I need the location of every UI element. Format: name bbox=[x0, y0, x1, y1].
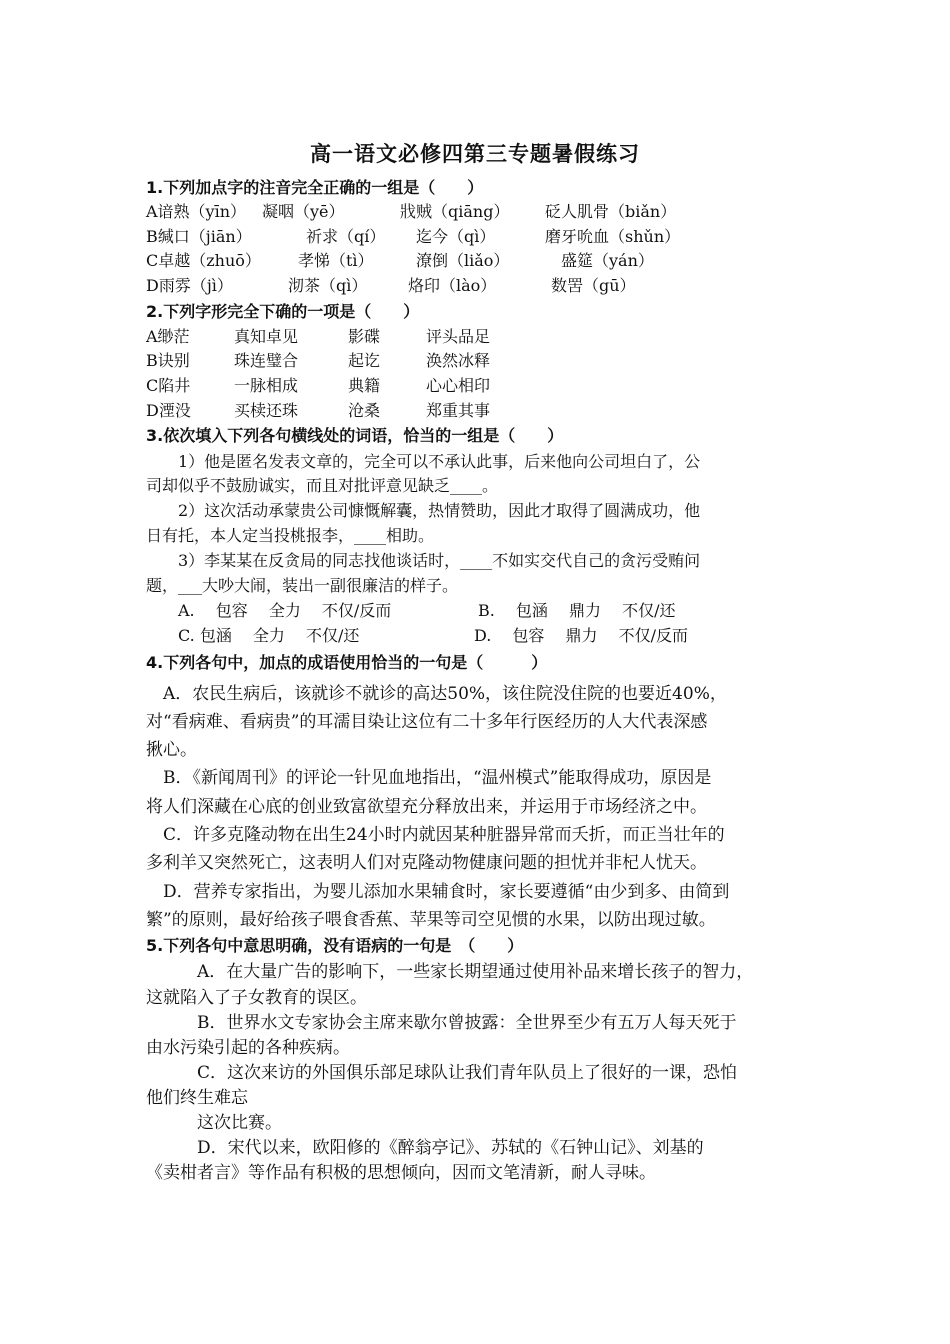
q1-c-4: 盛筵（yán） bbox=[561, 251, 654, 270]
q4-line: C．许多克隆动物在出生24小时内就因某种脏器异常而夭折，而正当壮年的 bbox=[146, 825, 725, 845]
q1-b-2: 祈求（qí） bbox=[306, 227, 386, 246]
q5-line: 这就陷入了子女教育的误区。 bbox=[146, 988, 367, 1008]
q2-a-2: 真知卓见 bbox=[234, 327, 299, 346]
q5-line: 《卖柑者言》等作品有积极的思想倾向，因而文笔清新，耐人寻味。 bbox=[146, 1163, 656, 1183]
q4-line: A．农民生病后，该就诊不就诊的高达50%，该住院没住院的也要近40%， bbox=[146, 684, 727, 704]
q5-line: 由水污染引起的各种疾病。 bbox=[146, 1038, 350, 1058]
q1-a-3: 戕贼（qiāng） bbox=[400, 202, 510, 221]
q4-line: 繁”的原则，最好给孩子喂食香蕉、苹果等司空见惯的水果，以防出现过敏。 bbox=[146, 910, 716, 930]
q1-c-1: C卓越（zhuō） bbox=[146, 251, 261, 270]
q2-b-4: 涣然冰释 bbox=[426, 351, 491, 370]
q1-c-3: 潦倒（liǎo） bbox=[416, 251, 510, 270]
q1-a-4: 砭人肌骨（biǎn） bbox=[545, 202, 677, 221]
q2-a-4: 评头品足 bbox=[426, 327, 491, 346]
q5-line: C．这次来访的外国俱乐部足球队让我们青年队员上了很好的一课，恐怕 bbox=[146, 1063, 738, 1083]
q1-b-4: 磨牙吮血（shǔn） bbox=[545, 227, 681, 246]
q2-c-1: C陷井 bbox=[146, 376, 191, 395]
question-2-stem: 2.下列字形完全下确的一项是（ ） bbox=[146, 302, 420, 321]
q1-d-3: 烙印（lào） bbox=[408, 276, 497, 295]
q3-line: 1）他是匿名发表文章的，完全可以不承认此事，后来他向公司坦白了，公 bbox=[146, 452, 701, 471]
q2-d-4: 郑重其事 bbox=[426, 401, 491, 420]
q3-line: 3）李某某在反贪局的同志找他谈话时，____不如实交代自己的贪污受贿问 bbox=[146, 551, 701, 570]
question-5-stem: 5.下列各句中意思明确，没有语病的一句是 （ ） bbox=[146, 936, 524, 955]
page-title: 高一语文必修四第三专题暑假练习 bbox=[310, 142, 640, 166]
q2-c-3: 典籍 bbox=[348, 376, 381, 395]
q3-line: 题，___大吵大闹，装出一副很廉洁的样子。 bbox=[146, 576, 459, 595]
q1-a-2: 凝咽（yē） bbox=[262, 202, 345, 221]
q3-option-d: D. 包容 鼎力 不仅/反而 bbox=[474, 626, 688, 645]
q2-a-3: 影碟 bbox=[348, 327, 381, 346]
q4-line: D．营养专家指出，为婴儿添加水果辅食时，家长要遵循“由少到多、由简到 bbox=[146, 882, 730, 902]
q4-line: 多利羊又突然死亡，这表明人们对克隆动物健康问题的担忧并非杞人忧天。 bbox=[146, 853, 707, 873]
q2-b-2: 珠连璧合 bbox=[234, 351, 299, 370]
q1-d-1: D雨雰（jì） bbox=[146, 276, 233, 295]
q1-a-1: A谙熟（yīn） bbox=[146, 202, 247, 221]
q3-line: 司却似乎不鼓励诚实，而且对批评意见缺乏____。 bbox=[146, 476, 499, 495]
q5-line: 他们终生难忘 bbox=[146, 1088, 248, 1108]
q2-b-3: 起讫 bbox=[348, 351, 381, 370]
question-4-stem: 4.下列各句中，加点的成语使用恰当的一句是（ ） bbox=[146, 653, 548, 672]
q2-b-1: B诀别 bbox=[146, 351, 190, 370]
q4-line: B．《新闻周刊》的评论一针见血地指出，“温州模式”能取得成功，原因是 bbox=[146, 768, 712, 788]
q1-b-1: B缄口（jiān） bbox=[146, 227, 252, 246]
q1-c-2: 孝悌（tì） bbox=[298, 251, 374, 270]
question-1-stem: 1.下列加点字的注音完全正确的一组是（ ） bbox=[146, 178, 484, 197]
q3-option-b: B. 包涵 鼎力 不仅/还 bbox=[478, 601, 676, 620]
q2-d-1: D湮没 bbox=[146, 401, 191, 420]
q3-option-c: C. 包涵 全力 不仅/还 bbox=[146, 626, 360, 645]
q1-b-3: 迄今（qì） bbox=[416, 227, 496, 246]
q5-line: 这次比赛。 bbox=[146, 1113, 282, 1133]
q5-line: B．世界水文专家协会主席来歇尔曾披露：全世界至少有五万人每天死于 bbox=[146, 1013, 737, 1033]
q1-d-2: 沏茶（qì） bbox=[288, 276, 368, 295]
q5-line: D．宋代以来，欧阳修的《醉翁亭记》、苏轼的《石钟山记》、刘基的 bbox=[146, 1138, 704, 1158]
q2-d-3: 沧桑 bbox=[348, 401, 381, 420]
q3-line: 2）这次活动承蒙贵公司慷慨解囊，热情赞助，因此才取得了圆满成功，他 bbox=[146, 501, 701, 520]
q2-c-2: 一脉相成 bbox=[234, 376, 299, 395]
q2-d-2: 买椟还珠 bbox=[234, 401, 299, 420]
q1-d-4: 数罟（gū） bbox=[551, 276, 636, 295]
q2-c-4: 心心相印 bbox=[426, 376, 491, 395]
q3-option-a: A. 包容 全力 不仅/反而 bbox=[146, 601, 392, 620]
q4-line: 揪心。 bbox=[146, 740, 197, 760]
question-3-stem: 3.依次填入下列各句横线处的词语，恰当的一组是（ ） bbox=[146, 426, 564, 445]
q2-a-1: A缈茫 bbox=[146, 327, 190, 346]
q3-line: 日有托，本人定当投桃报李，____相助。 bbox=[146, 526, 435, 545]
q5-line: A．在大量广告的影响下，一些家长期望通过使用补品来增长孩子的智力， bbox=[146, 962, 754, 982]
q4-line: 对“看病难、看病贵”的耳濡目染让这位有二十多年行医经历的人大代表深感 bbox=[146, 712, 708, 732]
q4-line: 将人们深藏在心底的创业致富欲望充分释放出来，并运用于市场经济之中。 bbox=[146, 797, 707, 817]
